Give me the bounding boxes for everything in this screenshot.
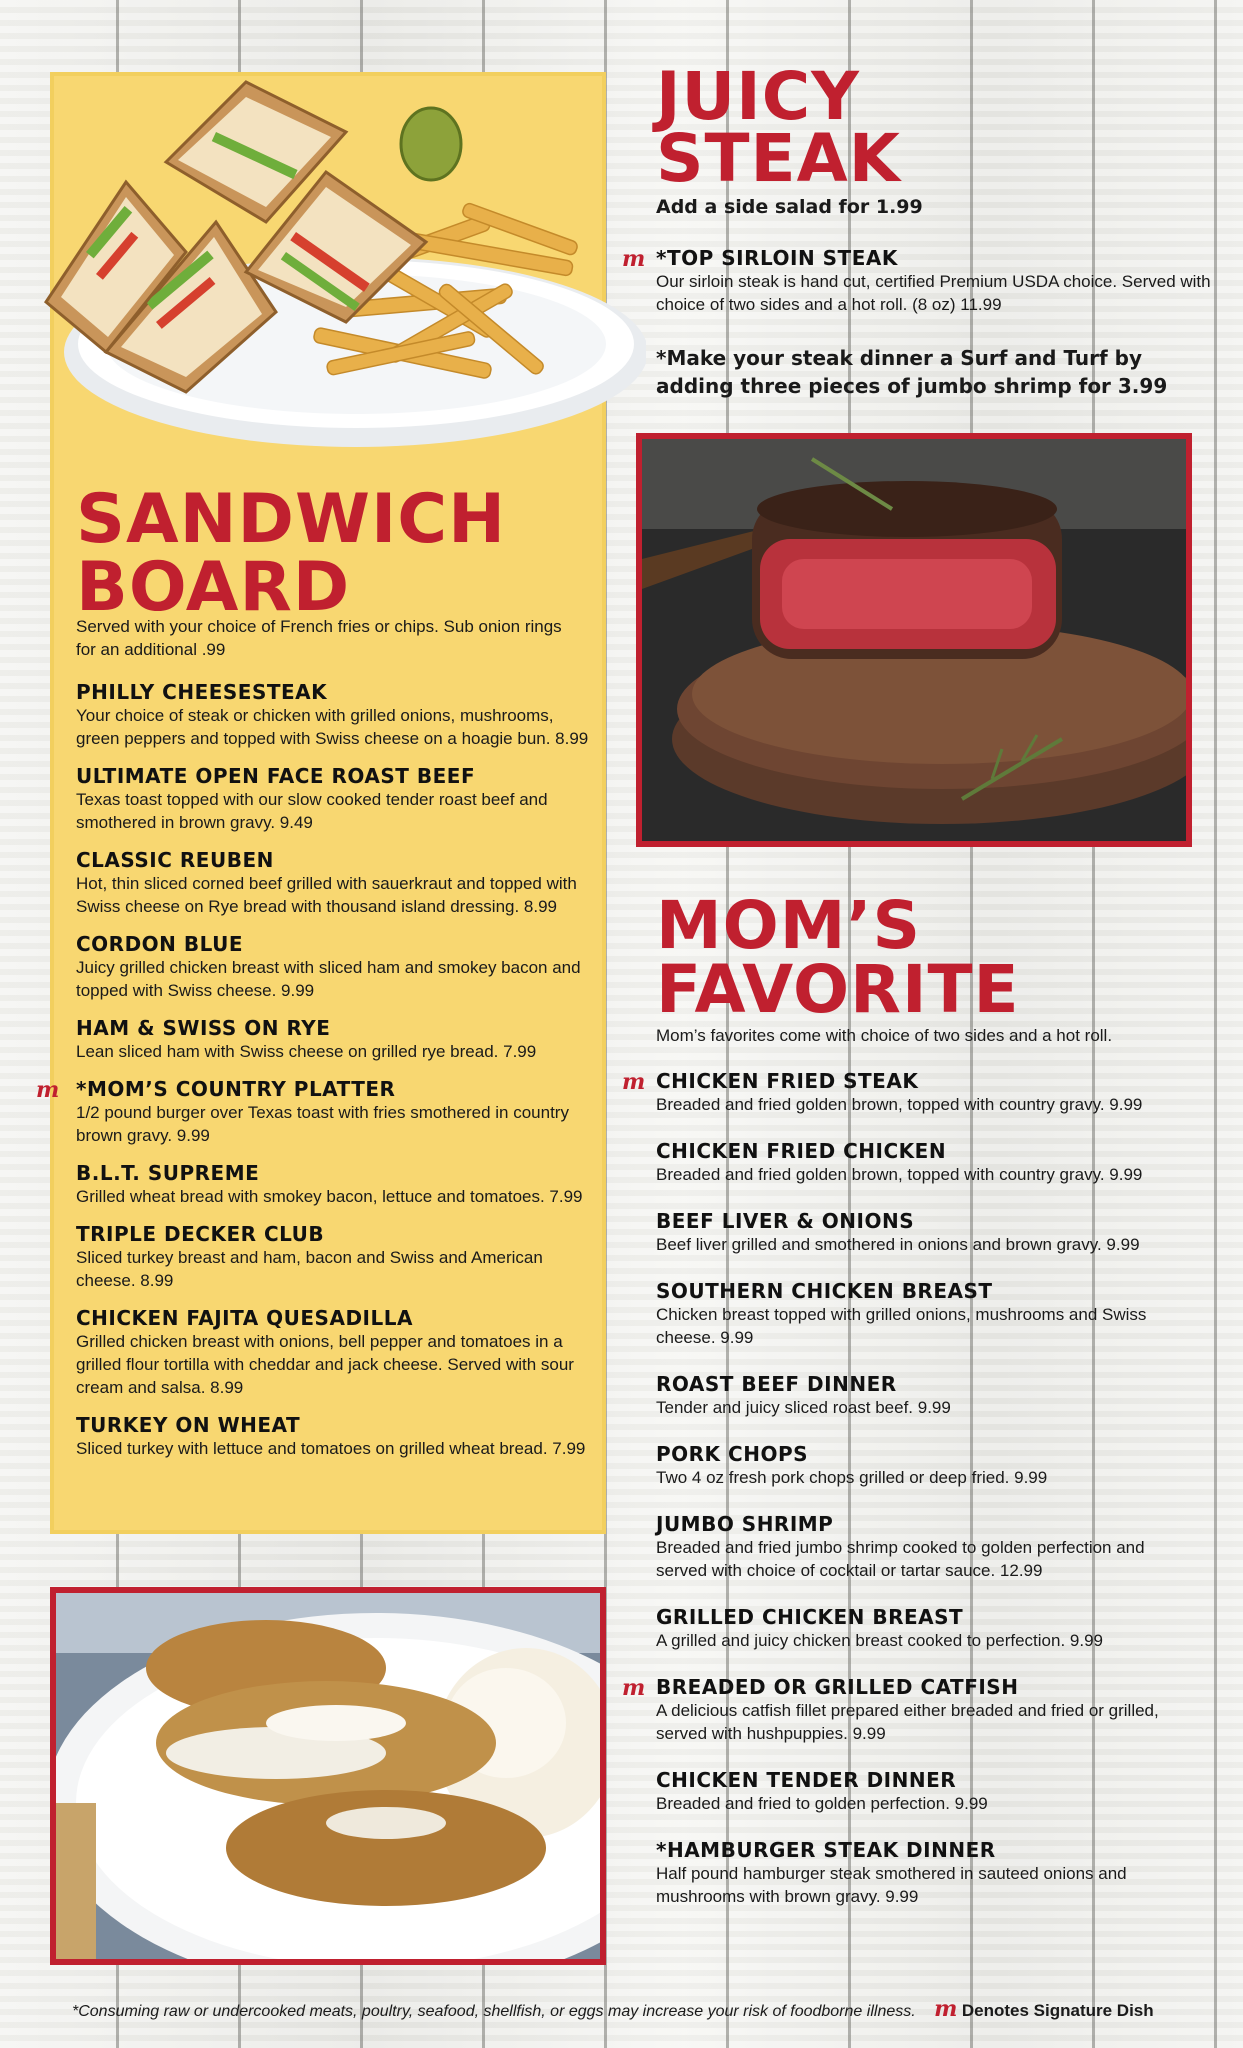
- item-desc: Chicken breast topped with grilled onions, mushrooms and Swiss cheese. 9.99: [656, 1305, 1147, 1347]
- item-desc: A grilled and juicy chicken breast cooked to perfection. 9.99: [656, 1631, 1103, 1650]
- item-name: PHILLY CHEESESTEAK: [76, 680, 328, 704]
- item-name: TURKEY ON WHEAT: [76, 1413, 301, 1437]
- item-name: HAM & SWISS ON RYE: [76, 1016, 331, 1040]
- sandwich-item: [76, 932, 596, 1002]
- steak-illustration: [642, 439, 1186, 841]
- signature-dish-legend: Denotes Signature Dish: [961, 2001, 1154, 2020]
- item-name: ULTIMATE OPEN FACE ROAST BEEF: [76, 764, 476, 788]
- item-desc: Sliced turkey with lettuce and tomatoes on grilled wheat bread. 7.99: [76, 1439, 586, 1458]
- sandwich-item-signature: [36, 1077, 596, 1147]
- steak-photo: [636, 433, 1192, 847]
- item-desc: Breaded and fried golden brown, topped with country gravy. 9.99: [656, 1165, 1143, 1184]
- item-name: CHICKEN FAJITA QUESADILLA: [76, 1306, 413, 1330]
- steak-title-line2: STEAK: [656, 120, 901, 197]
- sandwich-item: [76, 1413, 596, 1460]
- moms-item: [656, 1512, 1196, 1582]
- item-name: JUMBO SHRIMP: [656, 1512, 834, 1536]
- item-desc: Lean sliced ham with Swiss cheese on grilled rye bread. 7.99: [76, 1042, 537, 1061]
- item-name: CORDON BLUE: [76, 932, 244, 956]
- sandwich-intro: Served with your choice of French fries or chips. Sub onion rings for an additional .99: [76, 617, 562, 659]
- item-name: PORK CHOPS: [656, 1442, 809, 1466]
- surf-and-turf-note: *Make your steak dinner a Surf and Turf by adding three pieces of jumbo shrimp for 3.99: [656, 346, 1168, 398]
- moms-item-signature: [622, 1069, 1196, 1116]
- chicken-fried-steak-illustration: [56, 1593, 600, 1959]
- item-desc: Breaded and fried jumbo shrimp cooked to golden perfection and served with choice of cocktail or tartar sauce. 12.99: [656, 1538, 1145, 1580]
- item-desc: A delicious catfish fillet prepared either breaded and fried or grilled, served with hushpuppies. 9.99: [656, 1701, 1159, 1743]
- signature-dish-icon: m: [934, 1996, 958, 2022]
- sandwich-item: [76, 1306, 596, 1399]
- moms-item: [656, 1209, 1196, 1256]
- item-name: *TOP SIRLOIN STEAK: [656, 246, 898, 270]
- item-desc: Breaded and fried to golden perfection. 9.99: [656, 1794, 988, 1813]
- item-desc: Your choice of steak or chicken with grilled onions, mushrooms, green peppers and topped with Swiss cheese on a hoagie bun. 8.99: [76, 706, 589, 748]
- sandwich-item: [76, 1016, 596, 1063]
- item-desc: Breaded and fried golden brown, topped with country gravy. 9.99: [656, 1095, 1143, 1114]
- moms-item: [656, 1279, 1196, 1349]
- sandwich-item: [76, 764, 596, 834]
- item-desc: Hot, thin sliced corned beef grilled with sauerkraut and topped with Swiss cheese on Rye bread with thousand island dressing. 8.99: [76, 874, 577, 916]
- signature-dish-icon: m: [36, 1077, 60, 1103]
- item-desc: 1/2 pound burger over Texas toast with fries smothered in country brown gravy. 9.99: [76, 1103, 569, 1145]
- moms-item-signature: [622, 1675, 1196, 1745]
- item-name: *MOM’S COUNTRY PLATTER: [76, 1077, 396, 1101]
- moms-item: [656, 1139, 1196, 1186]
- moms-item: [656, 1605, 1196, 1652]
- juicy-steak-heading: [656, 58, 901, 197]
- item-desc: Texas toast topped with our slow cooked tender roast beef and smothered in brown gravy. 9.49: [76, 790, 548, 832]
- item-name: CHICKEN FRIED STEAK: [656, 1069, 919, 1093]
- steak-subtitle: Add a side salad for 1.99: [656, 196, 923, 218]
- sandwich-title-line2: BOARD: [76, 548, 351, 627]
- item-name: *HAMBURGER STEAK DINNER: [656, 1838, 996, 1862]
- moms-item: [656, 1768, 1196, 1815]
- item-name: BEEF LIVER & ONIONS: [656, 1209, 915, 1233]
- signature-dish-icon: m: [622, 1675, 646, 1701]
- item-name: CLASSIC REUBEN: [76, 848, 274, 872]
- chicken-fried-steak-photo: [50, 1587, 606, 1965]
- item-name: BREADED OR GRILLED CATFISH: [656, 1675, 1019, 1699]
- item-name: CHICKEN FRIED CHICKEN: [656, 1139, 947, 1163]
- signature-dish-icon: m: [622, 1069, 646, 1095]
- sirloin-item-signature: [622, 246, 1216, 316]
- item-name: SOUTHERN CHICKEN BREAST: [656, 1279, 993, 1303]
- item-name: ROAST BEEF DINNER: [656, 1372, 897, 1396]
- item-desc: Grilled chicken breast with onions, bell pepper and tomatoes in a grilled flour tortilla with cheddar and jack cheese. Served with sour cream and salsa. 8.99: [76, 1332, 574, 1397]
- moms-title-line1: MOM’S: [656, 887, 922, 964]
- sandwich-item: [76, 680, 596, 750]
- moms-intro: Mom’s favorites come with choice of two sides and a hot roll.: [656, 1026, 1113, 1045]
- sandwich-item: [76, 848, 596, 918]
- moms-item: [656, 1838, 1196, 1908]
- item-desc: Our sirloin steak is hand cut, certified Premium USDA choice. Served with choice of two sides and a hot roll. (8 oz) 11.99: [656, 272, 1211, 314]
- sandwich-item: [76, 1222, 596, 1292]
- item-name: B.L.T. SUPREME: [76, 1161, 260, 1185]
- item-desc: Juicy grilled chicken breast with sliced ham and smokey bacon and topped with Swiss cheese. 9.99: [76, 958, 581, 1000]
- item-name: CHICKEN TENDER DINNER: [656, 1768, 957, 1792]
- footer: [72, 1996, 1192, 2022]
- foodborne-illness-disclaimer: *Consuming raw or undercooked meats, poultry, seafood, shellfish, or eggs may increase your risk of foodborne illness.: [72, 2003, 916, 2020]
- signature-dish-icon: m: [622, 246, 646, 272]
- moms-item: [656, 1442, 1196, 1489]
- steak-title-line1: JUICY: [656, 58, 860, 135]
- moms-list: [622, 1069, 1196, 1908]
- item-desc: Grilled wheat bread with smokey bacon, lettuce and tomatoes. 7.99: [76, 1187, 583, 1206]
- moms-title-line2: FAVORITE: [656, 951, 1020, 1028]
- item-name: TRIPLE DECKER CLUB: [76, 1222, 325, 1246]
- item-desc: Two 4 oz fresh pork chops grilled or deep fried. 9.99: [656, 1468, 1048, 1487]
- item-desc: Beef liver grilled and smothered in onions and brown gravy. 9.99: [656, 1235, 1140, 1254]
- item-desc: Half pound hamburger steak smothered in sauteed onions and mushrooms with brown gravy. 9.99: [656, 1864, 1127, 1906]
- item-name: GRILLED CHICKEN BREAST: [656, 1605, 964, 1629]
- moms-favorite-heading: [656, 887, 1020, 1028]
- sandwich-title-line1: SANDWICH: [76, 480, 507, 559]
- item-desc: Sliced turkey breast and ham, bacon and Swiss and American cheese. 8.99: [76, 1248, 543, 1290]
- item-desc: Tender and juicy sliced roast beef. 9.99: [656, 1398, 951, 1417]
- sandwich-list: [36, 680, 596, 1460]
- moms-item: [656, 1372, 1196, 1419]
- sandwich-board-heading: [76, 480, 596, 627]
- club-sandwich-photo: [26, 52, 646, 452]
- sandwich-item: [76, 1161, 596, 1208]
